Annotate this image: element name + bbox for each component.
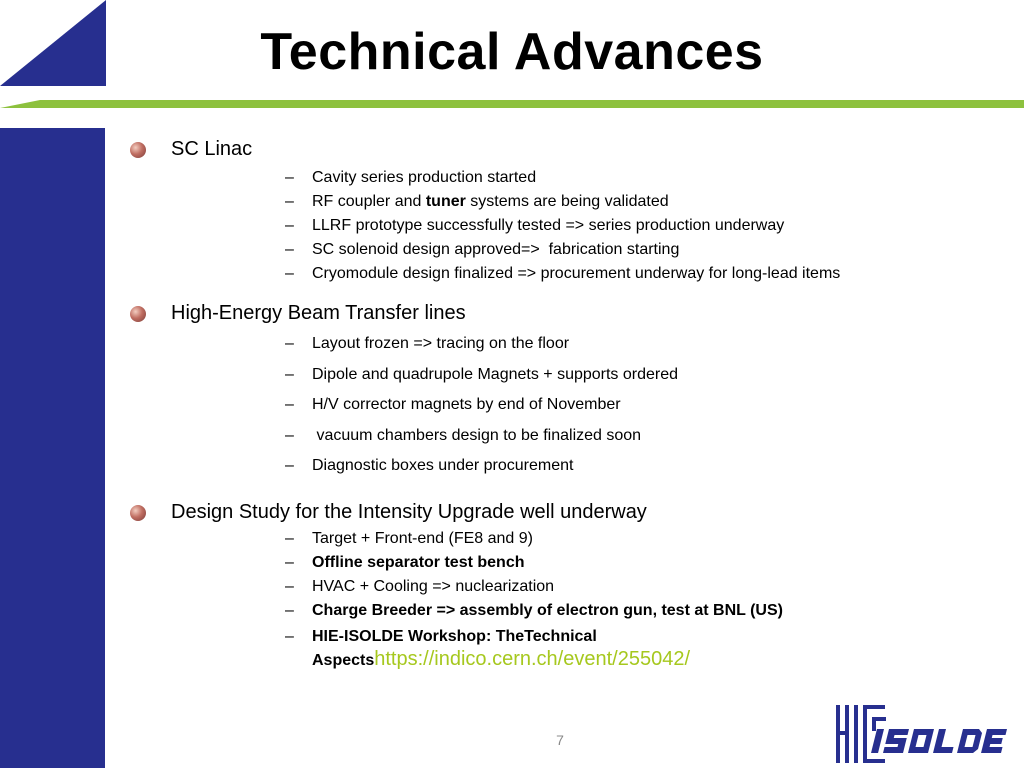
item-text: Diagnostic boxes under procurement	[312, 457, 574, 474]
item-text-bold: HIE-ISOLDE Workshop: TheTechnical Aspects	[312, 628, 597, 669]
dash-marker: –	[285, 365, 294, 383]
bullet-icon	[130, 505, 146, 521]
slide-title: Technical Advances	[260, 23, 764, 81]
dash-marker: –	[285, 241, 294, 258]
item-text: Cryomodule design finalized => procurement underway for long-lead items	[312, 265, 841, 282]
item-text-bold: tuner	[425, 193, 466, 210]
section-title: Design Study for the Intensity Upgrade well underway	[171, 501, 647, 523]
workshop-link[interactable]: https://indico.cern.ch/event/255042/	[374, 648, 691, 670]
item-text-part: systems are being validated	[465, 193, 669, 210]
list-item	[285, 528, 783, 552]
dash-marker: –	[285, 335, 294, 352]
item-text: Offline separator test bench	[312, 554, 525, 571]
sub-item-list	[130, 333, 678, 486]
list-item	[285, 364, 678, 395]
list-item	[285, 600, 783, 624]
item-text: SC solenoid design approved=> fabrication starting	[312, 241, 680, 258]
dash-marker: –	[285, 169, 294, 186]
dash-marker: –	[285, 265, 294, 282]
item-text	[312, 626, 712, 672]
list-item	[285, 239, 840, 263]
list-item	[285, 394, 678, 425]
list-item	[285, 191, 840, 215]
item-text	[312, 191, 669, 213]
item-text: HVAC + Cooling => nuclearization	[312, 578, 555, 595]
hie-isolde-logo-icon	[836, 703, 1016, 765]
list-item	[285, 552, 783, 576]
section-sc-linac	[130, 138, 840, 287]
section-title: High-Energy Beam Transfer lines	[171, 302, 466, 324]
item-text: Target + Front-end (FE8 and 9)	[312, 530, 533, 547]
bullet-icon	[130, 306, 146, 322]
bullet-icon	[130, 142, 146, 158]
section-beam-transfer-lines	[130, 302, 678, 486]
item-text: vacuum chambers design to be finalized soon	[312, 426, 642, 444]
list-item	[285, 425, 678, 456]
sub-item-list	[130, 528, 783, 670]
dash-marker: –	[285, 628, 294, 645]
section-intensity-upgrade	[130, 501, 783, 670]
item-text-part: RF coupler and	[312, 193, 426, 210]
left-navy-bar	[0, 128, 105, 768]
item-text: Cavity series production started	[312, 169, 537, 186]
dash-marker: –	[285, 578, 294, 595]
list-item	[285, 626, 783, 670]
dash-marker: –	[285, 426, 294, 444]
dash-marker: –	[285, 217, 294, 234]
dash-marker: –	[285, 530, 294, 547]
page-number: 7	[556, 732, 564, 748]
list-item	[285, 167, 840, 191]
item-text: Dipole and quadrupole Magnets + supports ordered	[312, 365, 679, 383]
list-item	[285, 455, 678, 486]
dash-marker: –	[285, 602, 294, 619]
section-title: SC Linac	[171, 138, 253, 160]
item-text: H/V corrector magnets by end of November	[312, 396, 621, 413]
dash-marker: –	[285, 193, 294, 210]
item-text: Layout frozen => tracing on the floor	[312, 335, 570, 352]
list-item	[285, 333, 678, 364]
sub-item-list	[130, 167, 840, 287]
dash-marker: –	[285, 554, 294, 571]
item-text: LLRF prototype successfully tested => series production underway	[312, 217, 785, 234]
title-underline-rule	[0, 100, 1024, 108]
list-item	[285, 263, 840, 287]
item-text: Charge Breeder => assembly of electron gun, test at BNL (US)	[312, 602, 783, 619]
dash-marker: –	[285, 396, 294, 413]
dash-marker: –	[285, 457, 294, 474]
list-item	[285, 215, 840, 239]
list-item	[285, 576, 783, 600]
